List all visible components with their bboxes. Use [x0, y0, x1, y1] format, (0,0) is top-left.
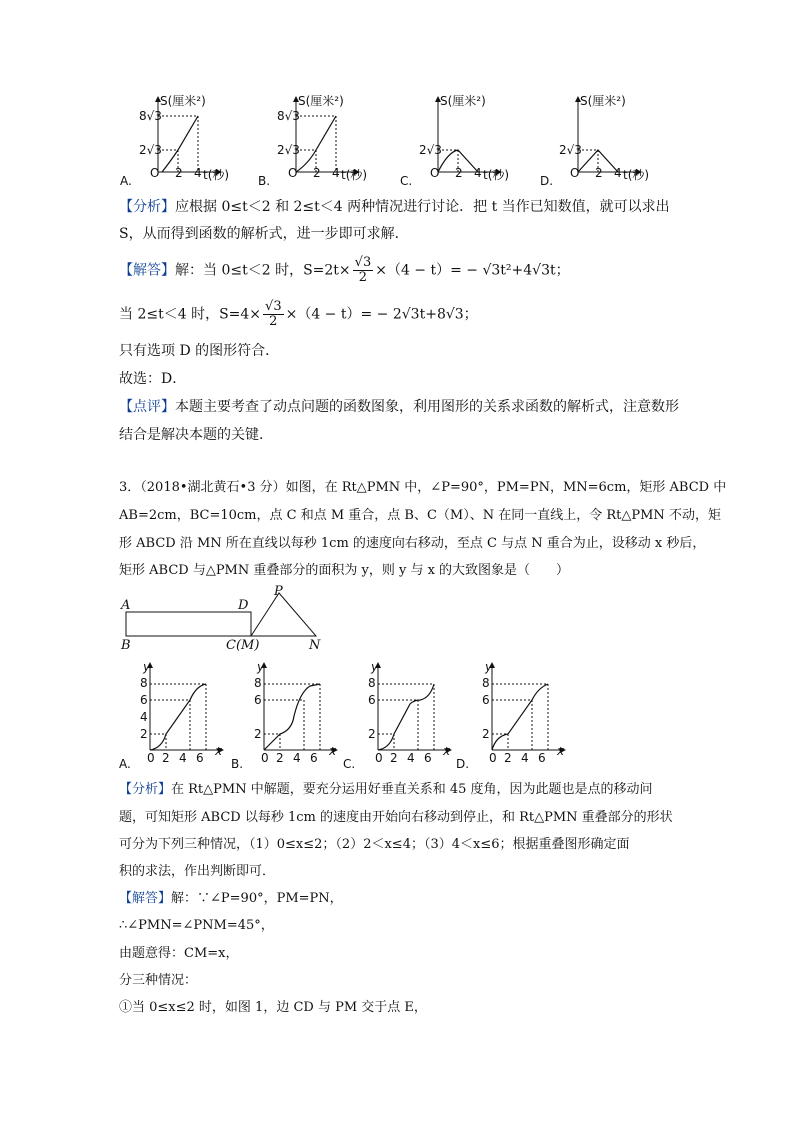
option-d-tick-2: 2: [595, 166, 603, 180]
option3-c-xtick-6: 6: [424, 751, 432, 765]
answer1-text2-pre: 当 2≤t＜4 时，S=4×: [119, 306, 262, 323]
option-b-tick-4: 4: [332, 166, 340, 180]
option3-a-label[interactable]: A.: [119, 757, 131, 771]
option-b-origin: O: [288, 166, 298, 180]
answer1-text1-post: ×（4 − t）= − √3t²+4√3t；: [375, 262, 570, 279]
analysis1-line1: [119, 197, 670, 217]
comment1-tag: 【点评】: [119, 399, 175, 415]
option-b-tick-2: 2: [313, 166, 321, 180]
option3-b-x-axis: x: [329, 744, 337, 758]
answer3-line2: ∴∠PMN=∠PNM=45°，: [119, 918, 274, 933]
answer1-fraction2: [263, 300, 284, 329]
option3-c-label[interactable]: C.: [343, 757, 356, 771]
option3-c-xtick-0: 0: [375, 751, 383, 765]
answer1-line2: [119, 300, 478, 329]
option3-a-x-axis: x: [215, 744, 223, 758]
option-b-tick-2r3: 2√3: [277, 143, 300, 157]
option3-a-tick-8: 8: [140, 676, 148, 690]
option3-a-xtick-4: 4: [179, 751, 187, 765]
analysis1-tag: 【分析】: [119, 199, 175, 215]
analysis3-line3: 可分为下列三种情况，（1）0≤x≤2；（2）2＜x≤4；（3）4＜x≤6；根据重叠图形确定面: [119, 837, 630, 852]
fraction-numerator: √3: [354, 255, 372, 270]
option3-d-tick-6: 6: [482, 693, 490, 707]
option3-d-tick-8: 8: [482, 676, 490, 690]
option3-a-xtick-2: 2: [162, 751, 170, 765]
option-d-tick-4: 4: [614, 166, 622, 180]
option3-a-tick-2: 2: [140, 727, 148, 741]
comment1-line2: 结合是解决本题的关键．: [119, 427, 273, 443]
option-d-t-axis: t(秒): [623, 168, 650, 182]
figure-label-a: A: [121, 598, 131, 613]
analysis1-text1: 应根据 0≤t＜2 和 2≤t＜4 两种情况进行讨论．把 t 当作已知数值，就可以求出: [175, 199, 670, 215]
option-a-tick-8r3: 8√3: [139, 109, 162, 123]
analysis3-line1: [119, 780, 653, 800]
question3-line3: 形 ABCD 沿 MN 所在直线以每秒 1cm 的速度向右移动，至点 C 与点 N 重合为止，设移动 x 秒后，: [119, 536, 706, 551]
option3-d-xtick-2: 2: [504, 751, 512, 765]
option3-a-xtick-0: 0: [147, 751, 155, 765]
answer3-line4: 分三种情况：: [119, 973, 198, 988]
option-c-tick-4: 4: [474, 166, 482, 180]
option3-d-xtick-4: 4: [521, 751, 529, 765]
option-a-tick-4: 4: [194, 166, 202, 180]
option-c-t-axis: t(秒): [483, 168, 510, 182]
question3-line4: 矩形 ABCD 与△PMN 重叠部分的面积为 y，则 y 与 x 的大致图象是（ ）: [119, 563, 570, 578]
figure-label-d: D: [238, 598, 249, 613]
option3-a-xtick-6: 6: [196, 751, 204, 765]
answer1-tag: 【解答】: [119, 262, 175, 279]
option3-c-tick-8: 8: [368, 676, 376, 690]
answer1-line1: [119, 256, 570, 285]
option3-b-tick-6: 6: [254, 693, 262, 707]
option-a-origin: O: [150, 166, 160, 180]
analysis3-line2: 题，可知矩形 ABCD 以每秒 1cm 的速度由开始向右移动到停止，和 Rt△PMN 重叠部分的形状: [119, 810, 673, 825]
question3-line1: 3．（2018•湖北黄石•3 分）如图，在 Rt△PMN 中，∠P=90°，PM=PN，MN=6cm，矩形 ABCD 中: [119, 480, 727, 495]
option-c-tick-2: 2: [455, 166, 463, 180]
option3-b-label[interactable]: B.: [231, 757, 244, 771]
answer3-text1: 解：∵∠P=90°，PM=PN，: [171, 891, 343, 906]
option3-b-graph: [232, 660, 342, 760]
option3-c-xtick-2: 2: [390, 751, 398, 765]
option-b-label[interactable]: B.: [258, 174, 271, 188]
option3-a-tick-6: 6: [140, 693, 148, 707]
option3-d-y-axis: y: [485, 660, 493, 674]
analysis1-line2: S，从而得到函数的解析式，进一步即可求解．: [119, 226, 409, 242]
option-b-tick-8r3: 8√3: [277, 109, 300, 123]
option3-d-tick-2: 2: [482, 727, 490, 741]
option3-d-graph: [460, 660, 570, 760]
option3-b-xtick-0: 0: [261, 751, 269, 765]
option3-c-graph: [346, 660, 456, 760]
fraction2-denominator: 2: [269, 314, 278, 329]
answer3-tag: 【解答】: [119, 891, 172, 906]
answer3-line1: [119, 889, 343, 909]
option3-b-xtick-6: 6: [310, 751, 318, 765]
comment1-text1: 本题主要考查了动点问题的函数图象，利用图形的关系求函数的解析式，注意数形: [175, 399, 679, 415]
option-c-s-axis: S(厘米²): [440, 94, 486, 108]
option3-b-xtick-2: 2: [276, 751, 284, 765]
answer3-line3: 由题意得：CM=x，: [119, 946, 239, 961]
option3-c-tick-2: 2: [368, 727, 376, 741]
analysis3-tag: 【分析】: [119, 782, 172, 797]
option3-c-x-axis: x: [443, 744, 451, 758]
option3-d-x-axis: x: [557, 744, 565, 758]
option-c-tick-2r3: 2√3: [419, 143, 442, 157]
answer1-line3: 只有选项 D 的图形符合．: [119, 343, 280, 359]
option3-d-label[interactable]: D.: [456, 757, 470, 771]
comment1-line1: [119, 397, 679, 417]
answer3-line5: ①当 0≤x≤2 时，如图 1，边 CD 与 PM 交于点 E，: [119, 1000, 427, 1015]
option-a-s-axis: S(厘米²): [160, 94, 206, 108]
option3-d-xtick-6: 6: [538, 751, 546, 765]
option-d-label[interactable]: D.: [540, 174, 554, 188]
figure-label-n: N: [309, 638, 321, 653]
analysis3-line4: 积的求法，作出判断即可．: [119, 864, 276, 879]
option-c-label[interactable]: C.: [400, 174, 413, 188]
question3-line2: AB=2cm，BC=10cm，点 C 和点 M 重合，点 B、C（M）、N 在同一直线上，令 Rt△PMN 不动，矩: [119, 508, 721, 523]
option-a-t-axis: t(秒): [203, 168, 230, 182]
answer1-text2-post: ×（4 − t）= − 2√3t+8√3；: [285, 306, 478, 323]
option3-a-tick-4: 4: [140, 710, 148, 724]
option3-c-tick-6: 6: [368, 693, 376, 707]
option3-a-y-axis: y: [143, 660, 151, 674]
option-b-t-axis: t(秒): [341, 168, 368, 182]
answer1-fraction: [353, 256, 374, 285]
option3-b-tick-2: 2: [254, 727, 262, 741]
answer1-text1-pre: 解：当 0≤t＜2 时，S=2t×: [175, 262, 351, 279]
answer1-line4: 故选：D．: [119, 371, 187, 387]
option-a-tick-2: 2: [175, 166, 183, 180]
option3-b-xtick-4: 4: [293, 751, 301, 765]
option-d-origin: O: [570, 166, 580, 180]
option-a-tick-2r3: 2√3: [139, 143, 162, 157]
option3-b-y-axis: y: [257, 660, 265, 674]
option3-c-y-axis: y: [371, 660, 379, 674]
fraction2-numerator: √3: [265, 299, 282, 314]
figure-label-p: P: [274, 584, 283, 599]
analysis3-text1: 在 Rt△PMN 中解题，要充分运用好垂直关系和 45 度角，因为此题也是点的移动问: [171, 782, 653, 797]
option-d-tick-2r3: 2√3: [559, 143, 582, 157]
figure-label-cm: C(M): [226, 638, 260, 653]
option-b-s-axis: S(厘米²): [298, 94, 344, 108]
option3-d-xtick-0: 0: [489, 751, 497, 765]
option-d-s-axis: S(厘米²): [580, 94, 626, 108]
option-a-label[interactable]: A.: [120, 174, 132, 188]
option3-c-xtick-4: 4: [407, 751, 415, 765]
figure-label-b: B: [121, 638, 131, 653]
option-c-origin: O: [430, 166, 440, 180]
option3-b-tick-8: 8: [254, 676, 262, 690]
fraction-denominator: 2: [358, 270, 368, 285]
option3-a-graph: [118, 660, 228, 760]
